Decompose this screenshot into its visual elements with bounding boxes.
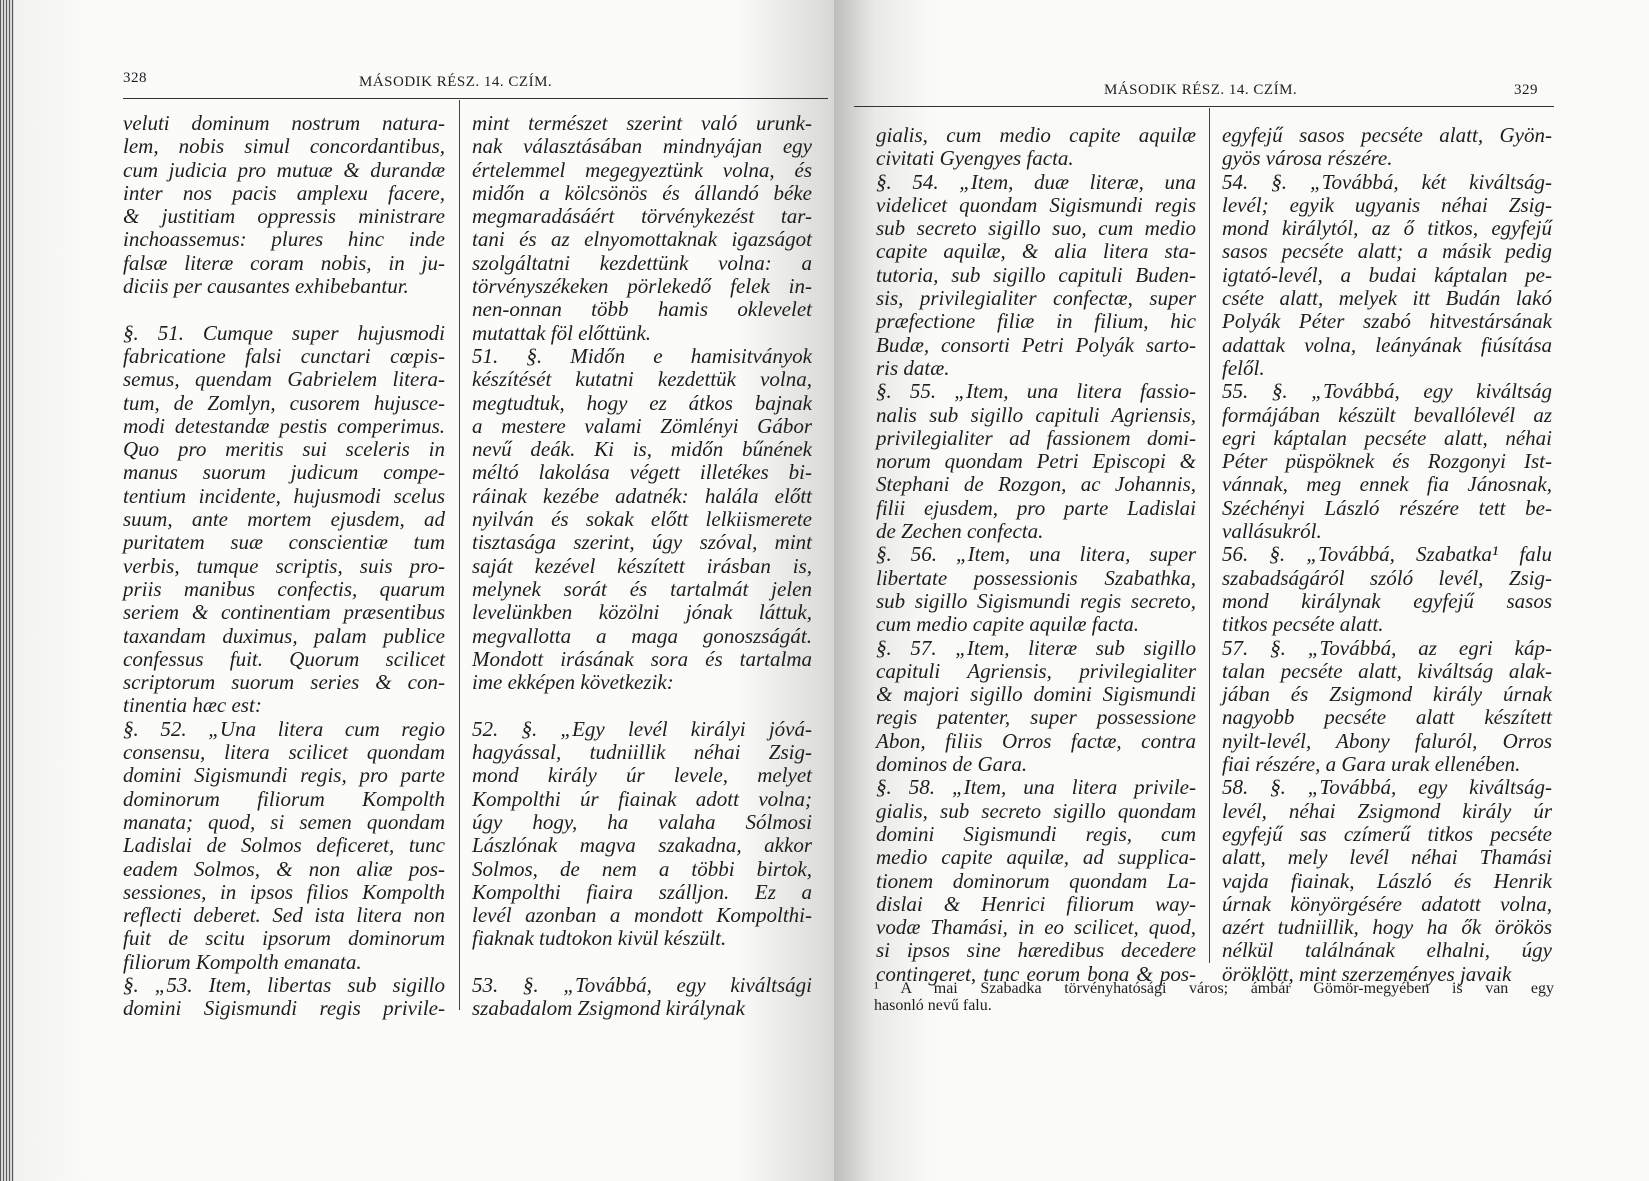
text-line: reflecti deberet. Sed ista litera non (123, 903, 445, 928)
text-line: eadem Solmos, & non aliæ pos- (123, 856, 445, 881)
text-line: egyfejű sas czímerű titkos pecséte (1222, 821, 1552, 846)
text-line: semus, quendam Gabrielem litera- (123, 367, 445, 392)
text-line: suum, ante mortem ejusdem, ad (123, 507, 445, 532)
text-line: nak választásában mindnyájan egy (472, 134, 812, 159)
text-line: vallásukról. (1222, 519, 1322, 544)
text-line: adattak volna, leányának fiúsítása (1222, 332, 1552, 357)
text-line: Lászlónak magva szakadna, akkor (472, 833, 812, 858)
text-line: domini Sigismundi regis privile- (123, 996, 445, 1021)
text-line: mond király úr levele, melyet (472, 763, 812, 788)
text-line: tentium incidente, hujusmodi scelus (123, 483, 445, 508)
text-line: ¹ A mai Szabadka törvényhatósági város; ámbár Gömör-megyében is van egy (874, 980, 1554, 997)
text-line: & justitiam oppressis ministrare (123, 204, 445, 229)
text-line: tani és az elnyomottaknak igazságot (472, 227, 812, 252)
text-line: consensu, litera scilicet quondam (123, 740, 445, 765)
text-line: mint természet szerint való urunk- (472, 111, 812, 135)
column-divider (459, 100, 460, 1010)
text-line: 56. §. „Továbbá, Szabatka¹ falu (1222, 542, 1552, 567)
text-line: fiaknak tudtokon kivül készült. (472, 926, 727, 951)
text-line: értelemmel megegyeztünk volna, és (472, 157, 812, 182)
text-line: talan pecséte alatt, kiváltság alak- (1222, 658, 1552, 683)
text-line: megmaradásáért törvénykezést tar- (472, 204, 812, 229)
text-line: vodæ Thamási, in eo scilicet, quod, (876, 915, 1196, 940)
text-line: azért tudniillik, hogy ha ők örökös (1222, 915, 1552, 940)
left-column-latin (123, 112, 445, 1021)
text-line: formájában készült bevallólevél az (1222, 402, 1552, 427)
text-line: 52. §. „Egy levél királyi jóvá- (472, 716, 812, 741)
text-line: sis, privilegialiter confectæ, super (876, 286, 1196, 311)
text-line: §. 58. „Item, una litera privile- (876, 775, 1196, 800)
text-line: falsæ literæ coram nobis, in ju- (123, 250, 445, 275)
text-line: dominos de Gara. (876, 752, 1028, 777)
text-line: cséte alatt, melyek itt Budán lakó (1222, 286, 1552, 311)
text-line: norum quondam Petri Episcopi & (876, 449, 1196, 474)
text-line: 54. §. „Továbbá, két kiváltság- (1222, 169, 1552, 194)
text-line: manus suorum judicum compe- (123, 460, 445, 485)
text-line: a mestere valami Zömlényi Gábor (472, 413, 812, 438)
text-line: inchoassemus: plures hinc inde (123, 227, 445, 252)
text-line: szabadságáról szóló levél, Zsig- (1222, 565, 1552, 590)
text-line: 51. §. Midőn e hamisitványok (472, 343, 812, 368)
text-line: verbis, tumque scriptis, suis pro- (123, 553, 445, 578)
text-line: szabadalom Zsigmond királynak (472, 996, 745, 1021)
text-line: cum judicia pro mutuæ & durandæ (123, 157, 445, 182)
text-line: diciis per causantes exhibebantur. (123, 274, 409, 299)
text-line: méltó lakolása végett illetékes bi- (472, 460, 812, 485)
text-line: saját kezével készített irásban is, (472, 553, 812, 578)
text-line: sub secreto sigillo suo, cum medio (876, 216, 1196, 241)
text-line: levelünkben közölni jónak láttuk, (472, 600, 812, 625)
text-line: regis patenter, super possessione (876, 705, 1196, 730)
text-line: Quo pro meritis sui sceleris in (123, 437, 445, 462)
text-line: gyös városa részére. (1222, 146, 1393, 171)
left-column-latin (876, 124, 1196, 986)
text-line: Ladislai de Solmos deficeret, tunc (123, 833, 445, 858)
text-line: 53. §. „Továbbá, egy kiváltsági (472, 972, 812, 997)
text-line: ime ekképen következik: (472, 670, 674, 695)
text-line: levél azonban a mondott Kompolthi- (472, 903, 812, 928)
text-line: §. 57. „Item, literæ sub sigillo (876, 635, 1196, 660)
page-number: 329 (1514, 82, 1538, 98)
text-line: ris datæ. (876, 355, 950, 380)
text-line: megvallotta a maga gonoszságát. (472, 623, 812, 648)
text-line: Abon, filiis Orros factæ, contra (876, 728, 1196, 753)
text-line: sessiones, in ipsos filios Kompolth (123, 879, 445, 904)
right-column-hungarian (1222, 124, 1552, 986)
text-line: úrnak könyörgésére adatott volna, (1222, 891, 1552, 916)
text-line: vánnak, meg ennek fia Jánosnak, (1222, 472, 1552, 497)
text-line: fabricatione falsi cunctari cœpis- (123, 343, 445, 368)
text-line: seriem & continentiam præsentibus (123, 600, 445, 625)
text-line: tionem dominorum quondam La- (876, 868, 1196, 893)
text-line: §. 51. Cumque super hujusmodi (123, 320, 445, 345)
text-line: szolgáltatni kezdettünk volna: a (472, 250, 812, 275)
text-line: Kompolthi úr fiainak adott volna; (472, 786, 812, 811)
text-line: 58. §. „Továbbá, egy kiváltság- (1222, 775, 1552, 800)
text-line: Solmos, de nem a többi birtok, (472, 856, 812, 881)
text-line: hagyással, tudniillik néhai Zsig- (472, 740, 812, 765)
text-line: melynek sorát és tartalmát jelen (472, 576, 812, 601)
text-line: fuit de scitu ipsorum dominorum (123, 926, 445, 951)
text-line: scriptorum suorum series & con- (123, 670, 445, 695)
text-line: öröklött, mint szerzeményes javaik (1222, 961, 1512, 986)
text-line: inter nos pacis amplexu facere, (123, 180, 445, 205)
text-line: Széchényi László részére tett be- (1222, 495, 1552, 520)
left-page (14, 0, 834, 1181)
text-line: cum medio capite aquilæ facta. (876, 612, 1140, 637)
running-head: MÁSODIK RÉSZ. 14. CZÍM. (1104, 82, 1298, 98)
text-line: dislai & Henrici filiorum way- (876, 891, 1196, 916)
text-line: domini Sigismundi regis, cum (876, 821, 1196, 846)
text-line: capite aquilæ, & alia litera sta- (876, 239, 1196, 264)
text-line: capituli Agriensis, privilegialiter (876, 658, 1196, 683)
text-line: sub sigillo Sigismundi regis secreto, (876, 588, 1196, 613)
text-line: úgy hogy, ha valaha Sólmosi (472, 809, 812, 834)
text-line: lem, nobis simul concordantibus, (123, 134, 445, 159)
text-line: & majori sigillo domini Sigismundi (876, 682, 1196, 707)
text-line: nélkül találnának elhalni, úgy (1222, 938, 1552, 963)
text-line: puritatem suæ conscientiæ tum (123, 530, 445, 555)
text-line: contingeret, tunc eorum bona & pos- (876, 961, 1196, 986)
text-line: 57. §. „Továbbá, az egri káp- (1222, 635, 1552, 660)
text-line: domini Sigismundi regis, pro parte (123, 763, 445, 788)
text-line: videlicet quondam Sigismundi regis (876, 192, 1196, 217)
text-line: medio capite aquilæ, ad supplica- (876, 845, 1196, 870)
text-line: felől. (1222, 355, 1265, 380)
text-line: megtudtuk, hogy ez átkos bajnak (472, 390, 812, 415)
text-line: törvényszékeken pörlekedő felek in- (472, 274, 812, 299)
page-stack-edge (0, 0, 14, 1181)
column-divider (1209, 108, 1210, 963)
text-line: Polyák Péter szabó hitvestársának (1222, 309, 1552, 334)
text-line: mond királytól, az ő titkos, egyfejű (1222, 216, 1552, 241)
text-line: készítését kutatni kezdettük volna, (472, 367, 812, 392)
text-line: tutoria, sub sigillo capituli Buden- (876, 262, 1196, 287)
text-line: præfectione filiæ in filium, hic (876, 309, 1196, 334)
text-line: modi detestandæ pestis comperimus. (123, 413, 445, 438)
text-line: nevű deák. Ki is, midőn bűnének (472, 437, 812, 462)
text-line: manata; quod, si semen quondam (123, 809, 445, 834)
text-line: mutattak föl előttünk. (472, 320, 652, 345)
text-line: libertate possessionis Szabathka, (876, 565, 1196, 590)
text-line: nyilván és sokak előtt lelkiismerete (472, 507, 812, 532)
page-number: 328 (123, 70, 147, 86)
text-line: egyfejű sasos pecséte alatt, Gyön- (1222, 123, 1552, 147)
text-line: nagyobb pecséte alatt készített (1222, 705, 1552, 730)
text-line: vajda fiainak, László és Henrik (1222, 868, 1552, 893)
text-line: titkos pecséte alatt. (1222, 612, 1384, 637)
text-line: filiorum Kompolth emanata. (123, 949, 362, 974)
text-line: egri káptalan pecséte alatt, néhai (1222, 425, 1552, 450)
text-line: §. 55. „Item, una litera fassio- (876, 379, 1196, 404)
text-line: fiai részére, a Gara urak ellenében. (1222, 752, 1521, 777)
text-line: Kompolthi fiaira szálljon. Ez a (472, 879, 812, 904)
text-line: veluti dominum nostrum natura- (123, 111, 445, 135)
text-line: filii ejusdem, pro parte Ladislai (876, 495, 1196, 520)
text-line: civitati Gyengyes facta. (876, 146, 1074, 171)
text-line: taxandam duximus, palam publice (123, 623, 445, 648)
text-line: igtató-levél, a budai káptalan pe- (1222, 262, 1552, 287)
text-line: §. 54. „Item, duæ literæ, una (876, 169, 1196, 194)
text-line: dominorum filiorum Kompolth (123, 786, 445, 811)
text-line: §. „53. Item, libertas sub sigillo (123, 972, 445, 997)
text-line: sasos pecséte alatt; a másik pedig (1222, 239, 1552, 264)
text-line: §. 52. „Una litera cum regio (123, 716, 445, 741)
right-page (834, 0, 1649, 1181)
right-column-hungarian (472, 112, 812, 1021)
text-line: confessus fuit. Quorum scilicet (123, 646, 445, 671)
text-line: nen-onnan több hamis oklevelet (472, 297, 812, 322)
text-line: mond királynak egyfejű sasos (1222, 588, 1552, 613)
text-line: 55. §. „Továbbá, egy kiváltság (1222, 379, 1552, 404)
text-line (472, 951, 812, 974)
text-line: de Zechen confecta. (876, 519, 1044, 544)
text-line (472, 694, 812, 717)
text-line: Budæ, consorti Petri Polyák sarto- (876, 332, 1196, 357)
text-line: jában és Zsigmond király úrnak (1222, 682, 1552, 707)
text-line: Péter püspöknek és Rozgonyi Ist- (1222, 449, 1552, 474)
text-line: nyilt-levél, Abony faluról, Orros (1222, 728, 1552, 753)
text-line: nalis sub sigillo capituli Agriensis, (876, 402, 1196, 427)
text-line: levél, néhai Zsigmond király úr (1222, 798, 1552, 823)
header-rule (854, 106, 1554, 107)
text-line: ráinak kezébe adatnék: halála előtt (472, 483, 812, 508)
header-rule (123, 98, 828, 99)
text-line: §. 56. „Item, una litera, super (876, 542, 1196, 567)
text-line (123, 298, 445, 321)
text-line: tisztasága szerint, úgy szóval, mint (472, 530, 812, 555)
text-line: Stephani de Rozgon, ac Johannis, (876, 472, 1196, 497)
text-line: si ipsos sine hæredibus decedere (876, 938, 1196, 963)
text-line: gialis, sub secreto sigillo quondam (876, 798, 1196, 823)
text-line: alatt, mely levél néhai Thamási (1222, 845, 1552, 870)
text-line: tinentia hæc est: (123, 693, 262, 718)
running-head: MÁSODIK RÉSZ. 14. CZÍM. (359, 74, 553, 90)
footnote (874, 980, 1554, 1014)
text-line: Mondott irásának sora és tartalma (472, 646, 812, 671)
text-line: hasonló nevű falu. (874, 997, 992, 1014)
text-line: privilegialiter ad fassionem domi- (876, 425, 1196, 450)
text-line: tum, de Zomlyn, cusorem hujusce- (123, 390, 445, 415)
text-line: midőn a kölcsönös és állandó béke (472, 180, 812, 205)
text-line: levél; egyik ugyanis néhai Zsig- (1222, 192, 1552, 217)
text-line: priis manibus confectis, quarum (123, 576, 445, 601)
text-line: gialis, cum medio capite aquilæ (876, 123, 1196, 147)
